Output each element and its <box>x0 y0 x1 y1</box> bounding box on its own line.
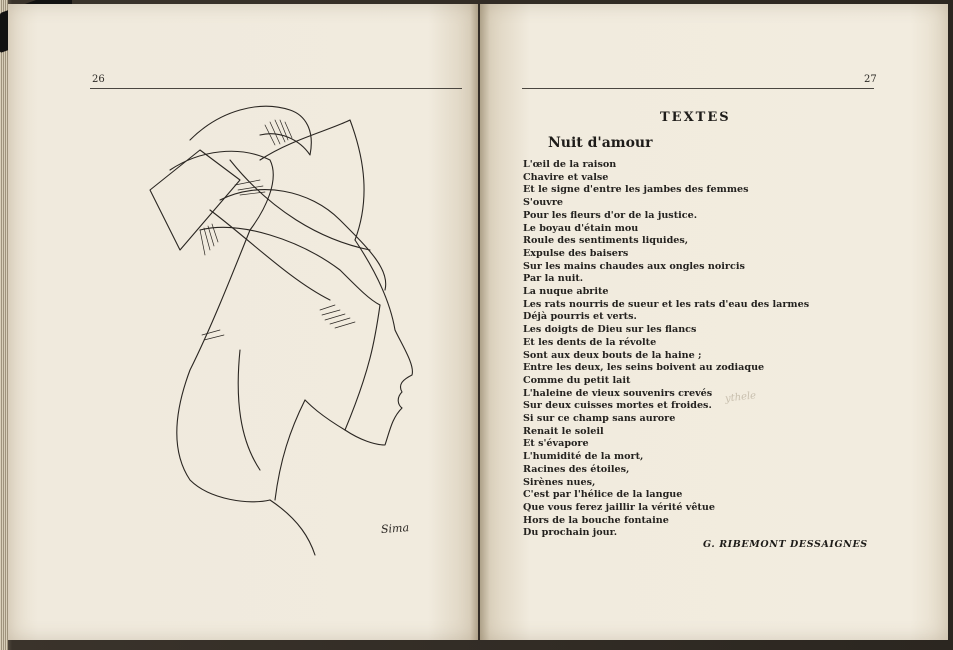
poem-line: Par la nuit. <box>523 273 584 285</box>
right-header-rule <box>522 88 874 89</box>
poem-body <box>523 159 809 540</box>
left-header-rule <box>90 88 462 89</box>
poem-line: Roule des sentiments liquides, <box>523 235 689 247</box>
poem-line: Hors de la bouche fontaine <box>523 514 669 526</box>
artist-signature: Sima <box>380 521 410 536</box>
poem-line: Si sur ce champ sans aurore <box>523 413 676 425</box>
right-page-number: 27 <box>864 74 877 85</box>
poem-line: Les doigts de Dieu sur les flancs <box>523 324 697 336</box>
poem-line: Sur les mains chaudes aux ongles noircis <box>523 260 745 272</box>
poem-line: Chavire et valse <box>523 171 609 183</box>
poem-line: Renait le soleil <box>523 425 604 437</box>
poem-line: Les rats nourris de sueur et les rats d'eau des larmes <box>523 298 810 310</box>
poem-line: Pour les fleurs d'or de la justice. <box>523 209 698 221</box>
poem-line: S'ouvre <box>523 197 563 209</box>
poem-line: Sont aux deux bouts de la haine ; <box>523 349 702 361</box>
poem-line: Comme du petit lait <box>523 374 631 386</box>
poem-line: L'humidité de la mort, <box>523 451 644 463</box>
poem-line: Que vous ferez jaillir la vérité vêtue <box>523 501 715 513</box>
poem-line: L'œil de la raison <box>523 159 617 170</box>
poem-line: Déjà pourris et verts. <box>523 311 637 323</box>
poem-line: Et les dents de la révolte <box>523 336 657 348</box>
poem-line: C'est par l'hélice de la langue <box>523 489 683 501</box>
poem-line: L'haleine de vieux souvenirs crevés <box>523 387 713 399</box>
section-title: TEXTES <box>660 110 731 125</box>
poem-line: Racines des étoiles, <box>523 463 630 475</box>
pencil-annotation: ythele <box>724 390 757 405</box>
poem-title: Nuit d'amour <box>548 135 653 151</box>
poem-line: Le boyau d'étain mou <box>523 222 639 234</box>
poem-line: Et s'évapore <box>523 438 589 450</box>
line-drawing-illustration <box>140 100 440 560</box>
poem-line: Entre les deux, les seins boivent au zodiaque <box>523 362 765 374</box>
poem-line: La nuque abrite <box>523 286 609 298</box>
page-edges <box>0 0 8 650</box>
left-page-number: 26 <box>92 74 105 85</box>
poem-line: Et le signe d'entre les jambes des femmes <box>523 184 749 196</box>
poem-line: Sur deux cuisses mortes et froides. <box>523 400 712 412</box>
poem-line: Expulse des baisers <box>523 247 629 259</box>
poem-line: Sirènes nues, <box>523 476 596 488</box>
author-credit: G. RIBEMONT DESSAIGNES <box>703 539 868 550</box>
poem-line: Du prochain jour. <box>523 527 618 539</box>
